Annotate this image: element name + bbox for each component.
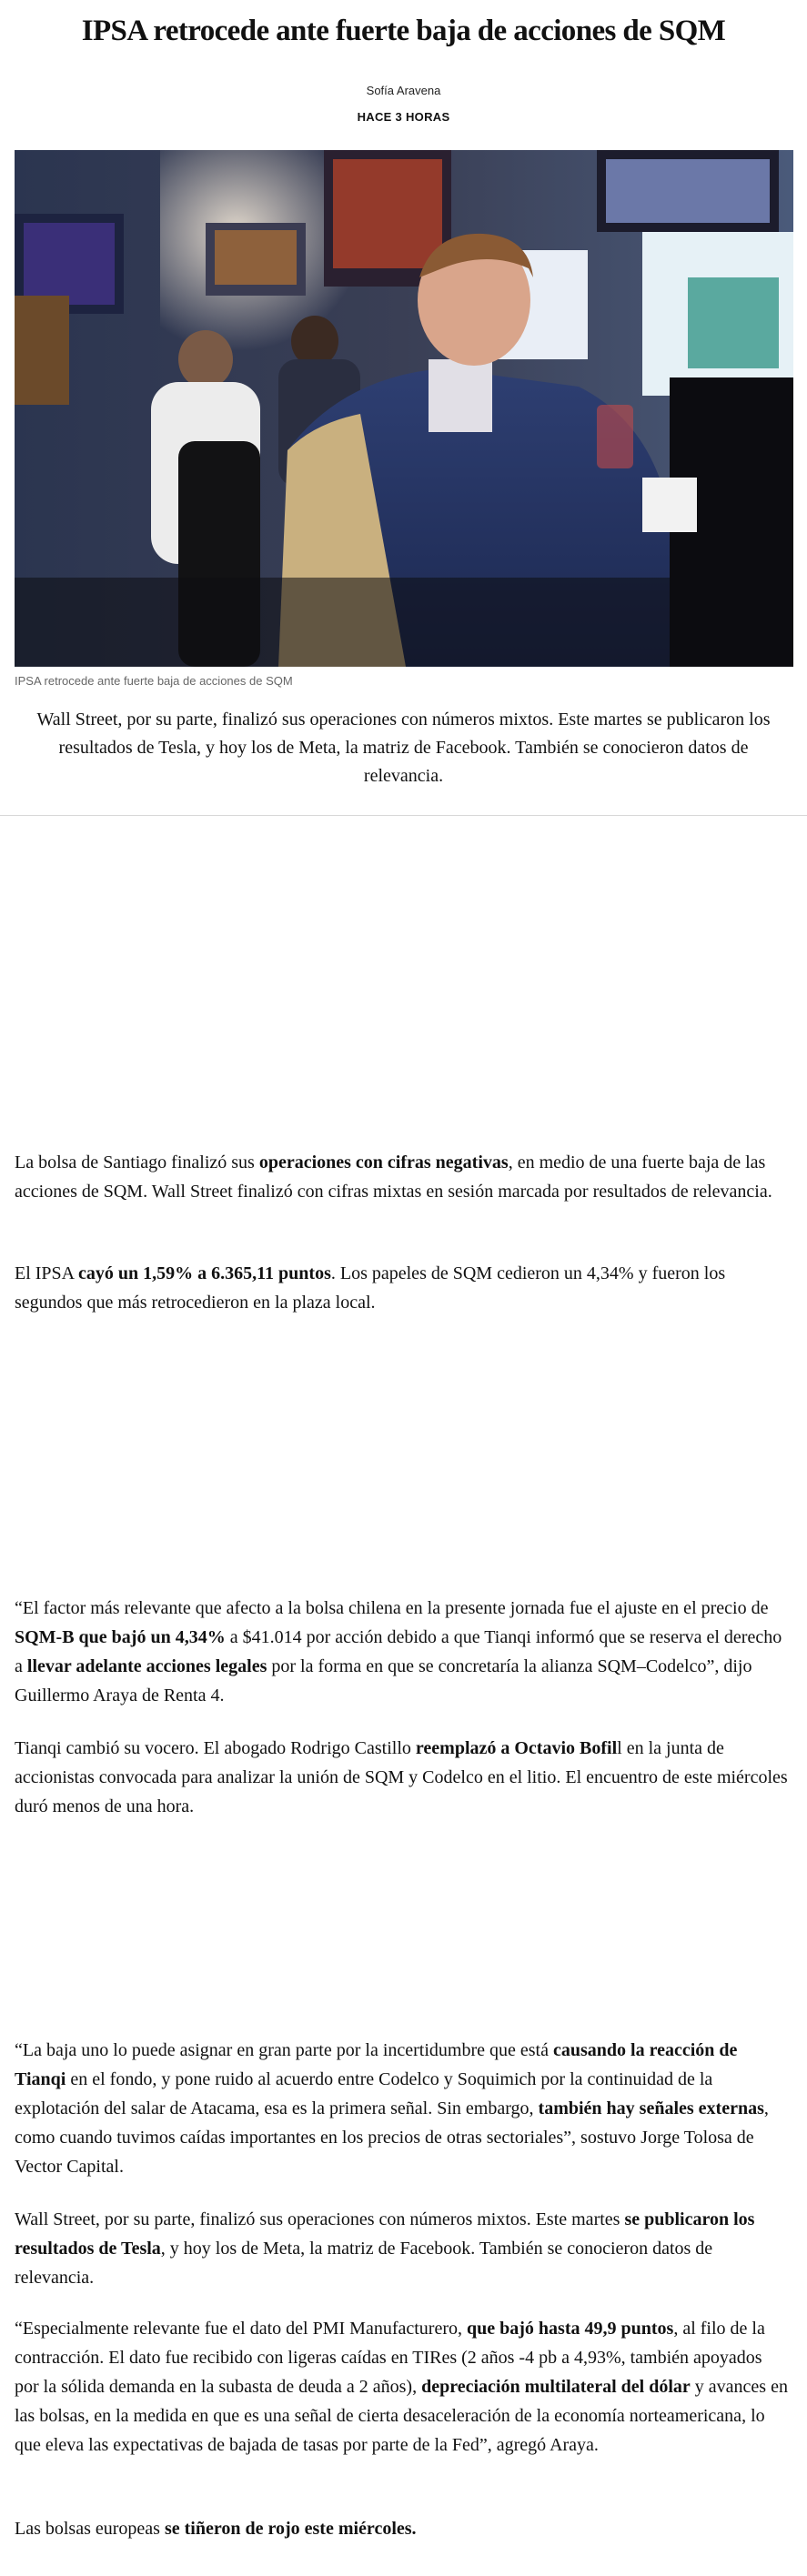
text-span: La bolsa de Santiago finalizó sus (15, 1152, 259, 1172)
text-span: y avances en las bolsas, en la medida en que es una señal de cierta desaceleración de la economía norteamericana, lo que eleva las expectativas de bajada de tasas por parte de la Fed”, agregó Araya. (15, 2377, 788, 2455)
bold-text: operaciones con cifras negativas (258, 1152, 509, 1172)
article-headline: IPSA retrocede ante fuerte baja de acciones de SQM (81, 15, 726, 47)
body-paragraph (15, 1148, 790, 1206)
body-paragraph (15, 2514, 790, 2543)
text-span: El IPSA (15, 1263, 79, 1283)
bold-text: causando la reacción de Tianqi (15, 2040, 738, 2089)
text-span: . Los papeles de SQM cedieron un 4,34% y fueron los segundos que más retrocedieron en la plaza local. (15, 1263, 726, 1313)
bold-text: cayó un 1,59% a 6.365,11 puntos (78, 1263, 331, 1283)
text-span: a $41.014 por acción debido a que Tianqi informó que se reserva el derecho a (15, 1627, 782, 1676)
text-span: Tianqi cambió su vocero. El abogado Rodrigo Castillo (15, 1738, 416, 1758)
text-span: l en la junta de accionistas convocada para analizar la unión de SQM y Codelco en el litio. El encuentro de este miércoles duró menos de una hora. (15, 1738, 788, 1816)
bold-text: se publicaron los resultados de Tesla (15, 2209, 755, 2259)
text-span: “La baja uno lo puede asignar en gran parte por la incertidumbre que está (15, 2040, 553, 2060)
text-span: Wall Street, por su parte, finalizó sus operaciones con números mixtos. Este martes (15, 2209, 625, 2229)
publish-time: HACE 3 HORAS (357, 110, 450, 124)
bold-text: también hay señales externas (538, 2098, 764, 2118)
bold-text: se tiñeron de rojo este miércoles. (164, 2519, 417, 2539)
text-span: Las bolsas europeas (15, 2519, 165, 2539)
body-paragraph (15, 1594, 790, 1710)
text-span: en el fondo, y pone ruido al acuerdo entre Codelco y Soquimich por la continuidad de la explotación del salar de Atacama, esa es la primera señal. Sin embargo, (15, 2069, 713, 2118)
body-paragraph (15, 2036, 790, 2181)
text-span: por la forma en que se concretaría la alianza SQM–Codelco”, dijo Guillermo Araya de Renta 4. (15, 1656, 752, 1706)
text-span: , como cuando tuvimos caídas importantes en los precios de otras sectoriales”, sostuvo Jorge Tolosa de Vector Capital. (15, 2098, 769, 2177)
body-paragraph (15, 1734, 790, 1821)
bold-text: que bajó hasta 49,9 puntos (467, 2319, 674, 2339)
trader-photo-illustration (15, 150, 793, 667)
hero-image (15, 150, 793, 667)
author-link[interactable]: Sofía Aravena (366, 84, 441, 97)
bold-text: SQM-B que bajó un 4,34% (15, 1627, 226, 1647)
body-paragraph (15, 2205, 790, 2292)
bold-text: llevar adelante acciones legales (26, 1656, 267, 1676)
text-span: , al filo de la contracción. El dato fue recibido con ligeras caídas en TIRes (2 años -4 pb a 4,93%, también apoyados por la sólida demanda en la subasta de deuda a 2 años), (15, 2319, 765, 2397)
section-divider (0, 815, 807, 816)
bold-text: depreciación multilateral del dólar (421, 2377, 691, 2397)
text-span: “Especialmente relevante fue el dato del PMI Manufacturero, (15, 2319, 468, 2339)
bold-text: reemplazó a Octavio Bofil (415, 1738, 618, 1758)
image-caption: IPSA retrocede ante fuerte baja de acciones de SQM (15, 674, 293, 688)
article-dek: Wall Street, por su parte, finalizó sus operaciones con números mixtos. Este martes se publicaron los resultados de Tesla, y hoy los de Meta, la matriz de Facebook. También se conocieron datos de relevancia. (36, 709, 771, 786)
text-span: , y hoy los de Meta, la matriz de Facebook. También se conocieron datos de relevancia. (15, 2239, 713, 2288)
body-paragraph (15, 2314, 790, 2460)
body-paragraph (15, 1259, 790, 1317)
text-span: , en medio de una fuerte baja de las acciones de SQM. Wall Street finalizó con cifras mixtas en sesión marcada por resultados de relevancia. (15, 1152, 772, 1202)
text-span: “El factor más relevante que afecto a la bolsa chilena en la presente jornada fue el ajuste en el precio de (15, 1598, 769, 1618)
